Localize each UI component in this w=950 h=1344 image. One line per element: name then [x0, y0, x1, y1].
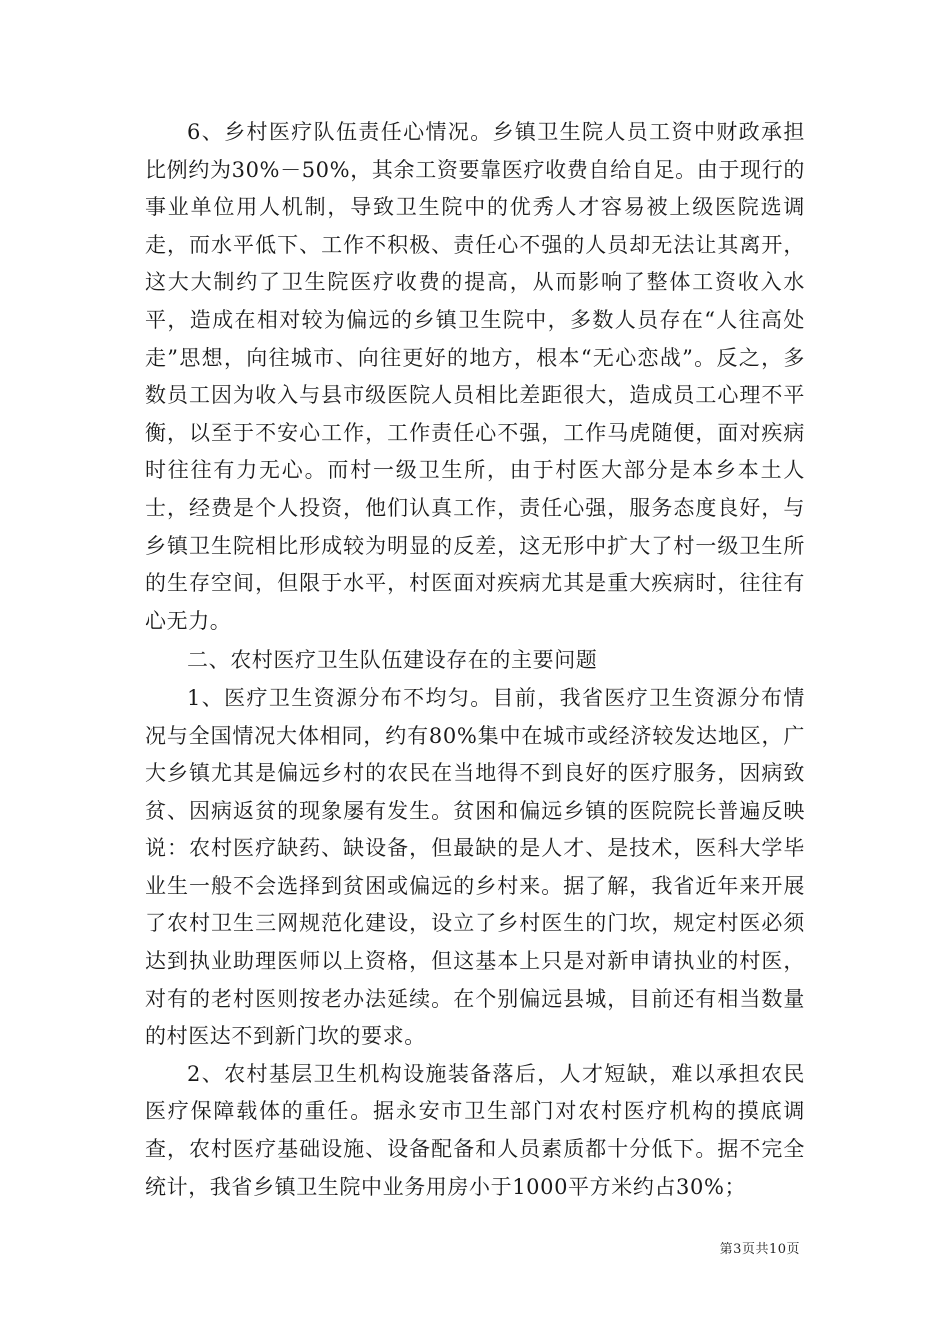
section-heading-main-problems: 二、农村医疗卫生队伍建设存在的主要问题	[187, 648, 598, 673]
paragraph-facility-shortage: 2、农村基层卫生机构设施装备落后，人才短缺，难以承担农民医疗保障载体的重任。据永安市卫生部门对农村医疗机构的摸底调查，农村医疗基础设施、设备配备和人员素质都十分低下。据不完全统计，我省乡镇卫生院中业务用房小于1000平方米约占30%；	[145, 1061, 805, 1199]
paragraph-resource-distribution: 1、医疗卫生资源分布不均匀。目前，我省医疗卫生资源分布情况与全国情况大体相同，约有80%集中在城市或经济较发达地区，广大乡镇尤其是偏远乡村的农民在当地得不到良好的医疗服务，因病致贫、因病返贫的现象屡有发生。贫困和偏远乡镇的医院院长普遍反映说：农村医疗缺药、缺设备，但最缺的是人才、是技术，医科大学毕业生一般不会选择到贫困或偏远的乡村来。据了解，我省近年来开展了农村卫生三网规范化建设，设立了乡村医生的门坎，规定村医必须达到执业助理医师以上资格，但这基本上只是对新申请执业的村医，对有的老村医则按老办法延续。在个别偏远县城，目前还有相当数量的村医达不到新门坎的要求。	[145, 685, 805, 1049]
document-body	[145, 114, 805, 1206]
page-number-footer: 第3页共10页	[719, 1242, 800, 1257]
paragraph-rural-medical-responsibility: 6、乡村医疗队伍责任心情况。乡镇卫生院人员工资中财政承担比例约为30%－50%，其余工资要靠医疗收费自给自足。由于现行的事业单位用人机制，导致卫生院中的优秀人才容易被上级医院选调走，而水平低下、工作不积极、责任心不强的人员却无法让其离开，这大大制约了卫生院医疗收费的提高，从而影响了整体工资收入水平，造成在相对较为偏远的乡镇卫生院中，多数人员存在“人往高处走”思想，向往城市、向往更好的地方，根本“无心恋战”。反之，多数员工因为收入与县市级医院人员相比差距很大，造成员工心理不平衡，以至于不安心工作，工作责任心不强，工作马虎随便，面对疾病时往往有力无心。而村一级卫生所，由于村医大部分是本乡本土人士，经费是个人投资，他们认真工作，责任心强，服务态度良好，与乡镇卫生院相比形成较为明显的反差，这无形中扩大了村一级卫生所的生存空间，但限于水平，村医面对疾病尤其是重大疾病时，往往有心无力。	[145, 120, 805, 633]
